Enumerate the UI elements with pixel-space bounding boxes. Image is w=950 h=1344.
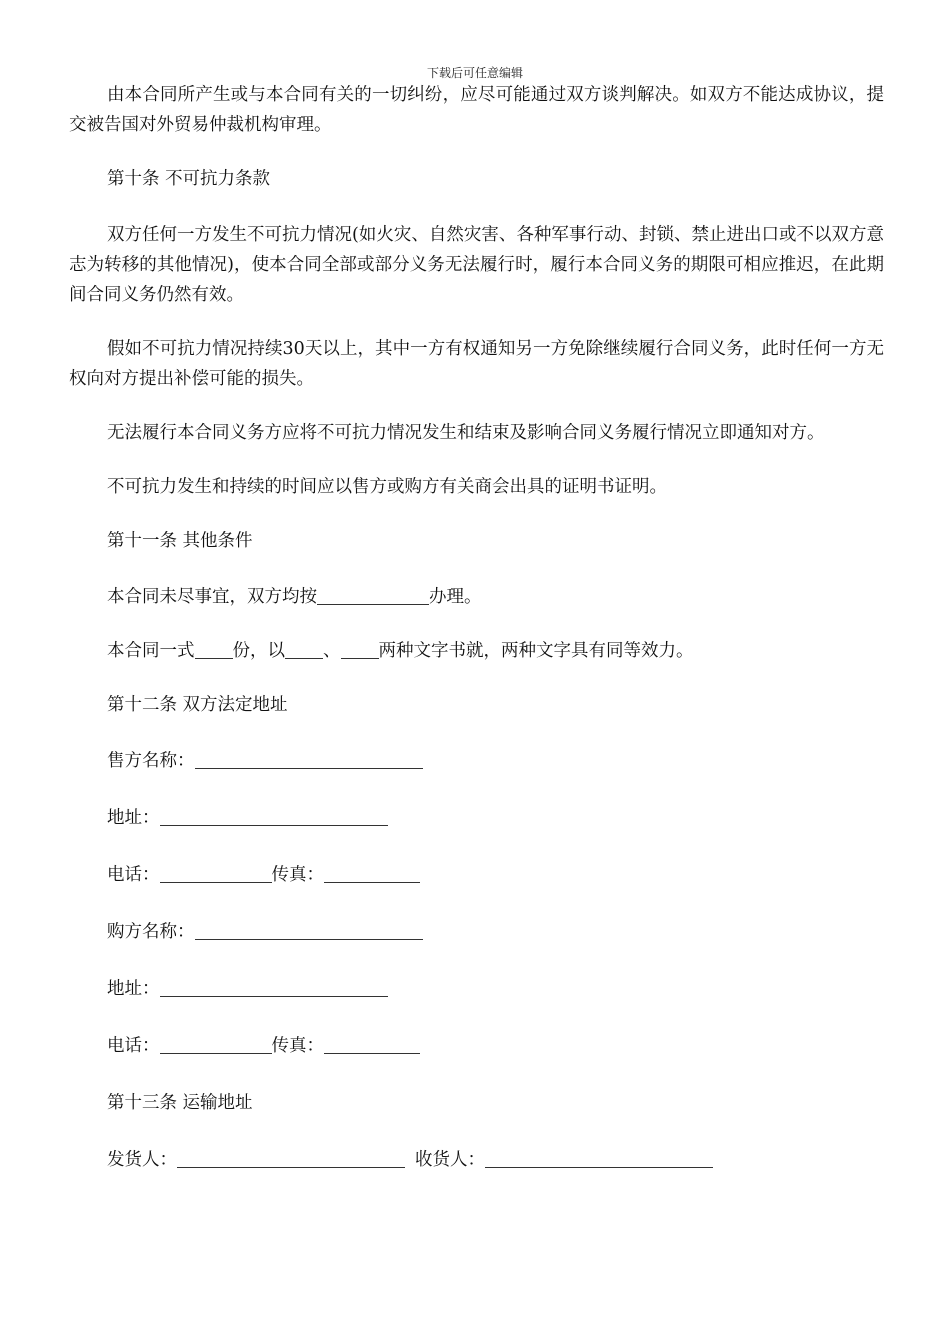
seller-address-field[interactable] bbox=[160, 805, 388, 826]
buyer-fax-field[interactable] bbox=[324, 1033, 420, 1054]
article-11-title: 第十一条 其他条件 bbox=[107, 531, 253, 551]
force-majeure-paragraph-3: 无法履行本合同义务方应将不可抗力情况发生和结束及影响合同义务履行情况立即通知对方。 bbox=[107, 423, 825, 443]
seller-name-row bbox=[69, 746, 884, 776]
force-majeure-paragraph-2: 假如不可抗力情况持续30天以上，其中一方有权通知另一方免除继续履行合同义务，此时任何一方无权向对方提出补偿可能的损失。 bbox=[69, 339, 884, 389]
buyer-address-row bbox=[69, 974, 884, 1004]
consignor-label: 发货人： bbox=[107, 1150, 177, 1170]
consignee-field[interactable] bbox=[485, 1147, 713, 1168]
seller-name-label: 售方名称： bbox=[107, 751, 195, 771]
seller-fax-label: 传真： bbox=[271, 865, 324, 885]
seller-phone-label: 电话： bbox=[107, 865, 160, 885]
buyer-phone-label: 电话： bbox=[107, 1036, 160, 1056]
buyer-name-label: 购方名称： bbox=[107, 922, 195, 942]
seller-address-row bbox=[69, 803, 884, 833]
blank-field[interactable] bbox=[317, 584, 429, 605]
seller-name-field[interactable] bbox=[195, 748, 423, 769]
copies-text-c: 、 bbox=[323, 641, 341, 661]
seller-address-label: 地址： bbox=[107, 808, 160, 828]
seller-phone-field[interactable] bbox=[160, 862, 272, 883]
copies-line bbox=[69, 636, 884, 666]
blank-field[interactable] bbox=[285, 638, 323, 659]
shipping-row bbox=[69, 1145, 884, 1175]
article-10-title: 第十条 不可抗力条款 bbox=[107, 169, 271, 189]
consignee-label: 收货人： bbox=[415, 1150, 485, 1170]
copies-text-b: 份，以 bbox=[232, 641, 285, 661]
blank-field[interactable] bbox=[195, 638, 233, 659]
buyer-address-label: 地址： bbox=[107, 979, 160, 999]
copies-text-a: 本合同一式 bbox=[107, 641, 195, 661]
buyer-address-field[interactable] bbox=[160, 976, 388, 997]
buyer-fax-label: 传真： bbox=[271, 1036, 324, 1056]
header-note: 下载后可任意编辑 bbox=[426, 66, 523, 80]
buyer-phone-field[interactable] bbox=[160, 1033, 272, 1054]
other-terms-line bbox=[69, 582, 884, 612]
consignor-field[interactable] bbox=[177, 1147, 405, 1168]
buyer-name-field[interactable] bbox=[195, 919, 423, 940]
other-terms-text-b: 办理。 bbox=[429, 587, 482, 607]
copies-text-d: 两种文字书就，两种文字具有同等效力。 bbox=[378, 641, 694, 661]
force-majeure-paragraph-4: 不可抗力发生和持续的时间应以售方或购方有关商会出具的证明书证明。 bbox=[107, 477, 667, 497]
force-majeure-paragraph-1: 双方任何一方发生不可抗力情况(如火灾、自然灾害、各种军事行动、封锁、禁止进出口或不以双方意志为转移的其他情况)，使本合同全部或部分义务无法履行时，履行本合同义务的期限可相应推迟，在此期间合同义务仍然有效。 bbox=[69, 225, 884, 305]
article-12-title: 第十二条 双方法定地址 bbox=[107, 695, 288, 715]
seller-phone-row bbox=[69, 860, 884, 890]
seller-fax-field[interactable] bbox=[324, 862, 420, 883]
buyer-name-row bbox=[69, 917, 884, 947]
blank-field[interactable] bbox=[341, 638, 379, 659]
buyer-phone-row bbox=[69, 1031, 884, 1061]
contract-body bbox=[69, 80, 884, 1202]
other-terms-text-a: 本合同未尽事宜，双方均按 bbox=[107, 587, 317, 607]
dispute-paragraph: 由本合同所产生或与本合同有关的一切纠纷，应尽可能通过双方谈判解决。如双方不能达成协议，提交被告国对外贸易仲裁机构审理。 bbox=[69, 85, 884, 135]
article-13-title: 第十三条 运输地址 bbox=[107, 1093, 253, 1113]
